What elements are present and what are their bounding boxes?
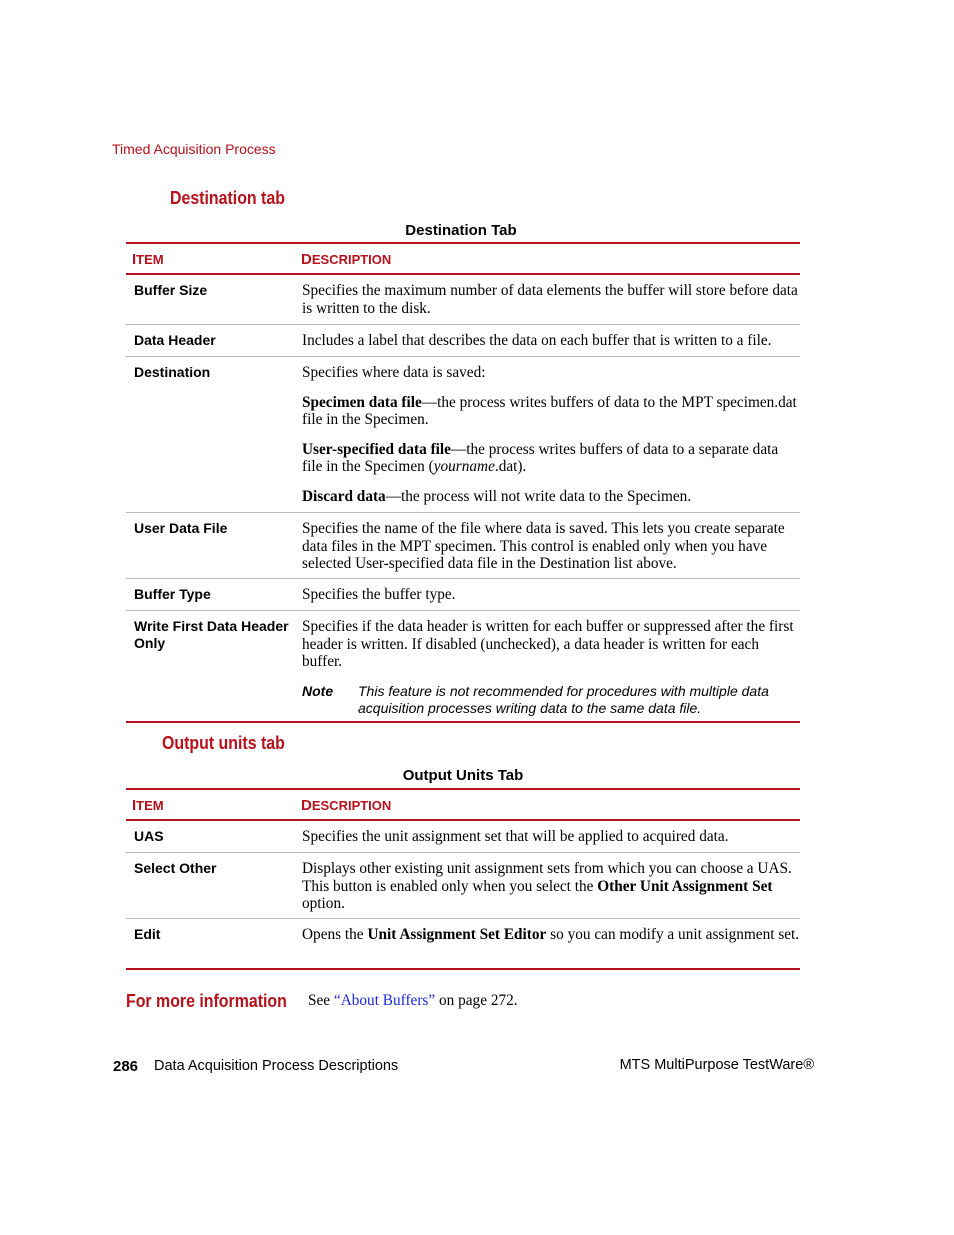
option-user-specified-data-file: User-specified data file — [302, 440, 451, 458]
table-row — [126, 357, 800, 513]
option-specimen-data-file: Specimen data file — [302, 393, 422, 411]
more-information-text: See “About Buffers” on page 272. — [308, 992, 518, 1009]
section-heading-output-units: Output units tab — [162, 732, 285, 753]
section-heading-destination: Destination tab — [170, 187, 285, 208]
row-description: Specifies the maximum number of data elements the buffer will store before data is written to the disk. — [302, 282, 798, 317]
row-item-destination: Destination — [134, 364, 211, 380]
footer-product-name: MTS MultiPurpose TestWare® — [619, 1057, 814, 1073]
table-row — [126, 275, 800, 325]
row-item-user-data-file: User Data File — [134, 520, 228, 536]
column-header-item: ITEM — [132, 797, 164, 814]
table-row — [126, 611, 800, 723]
note-text: This feature is not recommended for procedures with multiple data acquisition processes writing data to the same data file. — [358, 682, 769, 716]
row-description: Includes a label that describes the data on each buffer that is written to a file. — [302, 332, 772, 349]
table-row — [126, 513, 800, 579]
table-header — [126, 788, 800, 821]
section-heading-more-information: For more information — [126, 990, 287, 1011]
row-item-select-other: Select Other — [134, 860, 217, 876]
row-item-data-header: Data Header — [134, 332, 216, 348]
about-buffers-link[interactable]: “About Buffers” — [333, 992, 436, 1009]
row-item-buffer-type: Buffer Type — [134, 586, 211, 602]
column-header-description: DESCRIPTION — [301, 251, 392, 268]
table-header — [126, 242, 800, 275]
row-description: Displays other existing unit assignment sets from which you can choose a UAS. This button is enabled only when you select the Other Unit Assignment Set option. — [302, 860, 792, 912]
row-item-uas: UAS — [134, 828, 164, 844]
table-row — [126, 821, 800, 853]
table-row — [126, 853, 800, 919]
table-row — [126, 579, 800, 611]
row-item-buffer-size: Buffer Size — [134, 282, 208, 298]
row-description: Specifies the name of the file where data is saved. This lets you create separate data files in the MPT specimen. This control is enabled only when you have selected User-specified data file in the Destination list above. — [302, 520, 785, 572]
note-label: Note — [302, 682, 334, 699]
footer-chapter-title: Data Acquisition Process Descriptions — [154, 1058, 399, 1074]
option-discard-data: Discard data — [302, 487, 386, 505]
row-description: Specifies the unit assignment set that will be applied to acquired data. — [302, 828, 729, 845]
row-item-edit: Edit — [134, 926, 161, 942]
row-description: Opens the Unit Assignment Set Editor so you can modify a unit assignment set. — [302, 926, 800, 943]
page-number: 286 — [113, 1058, 139, 1075]
column-header-description: DESCRIPTION — [301, 797, 392, 814]
destination-table — [126, 242, 800, 723]
row-description: Specifies the buffer type. — [302, 586, 456, 603]
table-caption-output-units: Output Units Tab — [402, 767, 524, 784]
output-units-table — [126, 788, 800, 970]
table-caption-destination: Destination Tab — [405, 222, 517, 239]
note-callout — [302, 683, 800, 717]
table-row — [126, 325, 800, 357]
row-item-write-first-data-header-only: Write First Data Header Only — [134, 618, 289, 651]
row-description: Specifies where data is saved: Specimen data file—the process writes buffers of data to the MPT specimen.dat file in the Specimen. User-specified data file—the process writes buffers of data to a separate data file in the Specimen (yourname.dat). Discard data—the process will not write data to the Specimen. — [302, 364, 797, 505]
table-row — [126, 919, 800, 970]
row-description: Specifies if the data header is written for each buffer or suppressed after the first header is written. If disabled (unchecked), a data header is written for each buffer. Note This feature is not recommended for procedures with multiple data acquisition processes writing data to the same data file. — [294, 611, 800, 721]
column-header-item: ITEM — [132, 251, 164, 268]
breadcrumb[interactable]: Timed Acquisition Process — [112, 141, 276, 157]
